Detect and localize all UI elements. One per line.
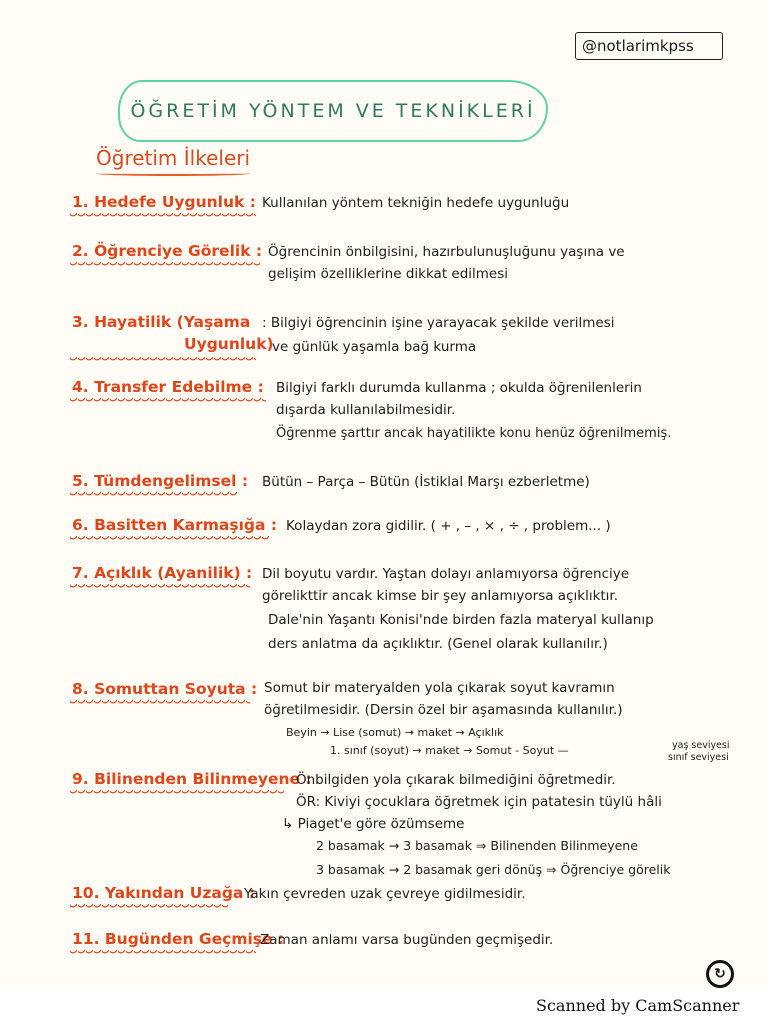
principle-8-label: 8. Somuttan Soyuta : [72, 680, 258, 698]
principle-7-line-2: görelikttir ancak kimse bir şey anlamıyorsa açıklıktır. [262, 588, 619, 604]
principle-6-label: 6. Basitten Karmaşığa : [72, 516, 278, 534]
principle-8-example-1: Beyin → Lise (somut) → maket → Açıklık [286, 726, 504, 739]
principle-11-line-1: Zaman anlamı varsa bugünden geçmişedir. [260, 932, 554, 948]
principle-9-line-3: ↳ Piaget'e göre özümseme [282, 816, 465, 832]
principle-1-line-1: Kullanılan yöntem tekniğin hedefe uygunluğu [262, 195, 570, 211]
principle-9-label: 9. Bilinenden Bilinmeyene : [72, 770, 312, 788]
label-underline [70, 790, 284, 796]
principle-4-label: 4. Transfer Edebilme : [72, 378, 264, 396]
label-underline [70, 492, 238, 498]
principle-9-line-1: Önbilgiden yola çıkarak bilmediğini öğretmedir. [296, 772, 616, 788]
principle-7-label: 7. Açıklık (Ayanilik) : [72, 564, 253, 582]
principle-10-line-1: Yakın çevreden uzak çevreye gidilmesidir. [244, 886, 526, 902]
label-underline [70, 213, 256, 219]
principle-10-label: 10. Yakından Uzağa : [72, 884, 255, 902]
principle-6-line-1: Kolaydan zora gidilir. ( + , – , × , ÷ , problem... ) [286, 518, 611, 534]
label-underline [70, 536, 270, 542]
label-underline [70, 904, 228, 910]
principle-4-line-2: dışarda kullanılabilmesidir. [276, 402, 456, 418]
principle-8-side-note-2: sınıf seviyesi [668, 752, 729, 763]
principle-9-step-2: 3 basamak → 2 basamak geri dönüş ⇒ Öğrenciye görelik [316, 862, 671, 877]
principle-8-line-1: Somut bir materyalden yola çıkarak soyut kavramın [264, 680, 615, 696]
principle-8-example-2: 1. sınıf (soyut) → maket → Somut - Soyut — [330, 744, 569, 757]
principle-4-line-1: Bilgiyi farklı durumda kullanma ; okulda öğrenilenlerin [276, 380, 642, 396]
author-handle: @notlarimkpss [575, 32, 723, 60]
principle-1-label: 1. Hedefe Uygunluk : [72, 193, 256, 211]
principle-2-line-2: gelişim özelliklerine dikkat edilmesi [268, 266, 509, 282]
principle-8-side-note-1: yaş seviyesi [672, 740, 730, 751]
principle-3-label-part-2: Uygunluk) [184, 335, 274, 353]
app-logo-icon: ↻ [706, 960, 734, 988]
principle-4-line-3: Öğrenme şarttır ancak hayatilikte konu henüz öğrenilmemiş. [276, 426, 672, 441]
principle-11-label: 11. Bugünden Geçmişe : [72, 930, 285, 948]
principle-7-line-3: Dale'nin Yaşantı Konisi'nde birden fazla materyal kullanıp [268, 612, 654, 628]
principle-3-label-part-1: 3. Hayatilik (Yaşama [72, 313, 251, 331]
scanner-watermark: Scanned by CamScanner [536, 996, 740, 1015]
principle-8-line-2: öğretilmesidir. (Dersin özel bir aşamasında kullanılır.) [264, 702, 623, 718]
label-underline [70, 262, 260, 268]
page-title: ÖĞRETİM YÖNTEM VE TEKNİKLERİ [118, 80, 548, 142]
label-underline [70, 950, 256, 956]
principle-7-line-1: Dil boyutu vardır. Yaştan dolayı anlamıyorsa öğrenciye [262, 566, 630, 582]
label-underline [70, 357, 256, 363]
principle-7-line-4: ders anlatma da açıklıktır. (Genel olarak kullanılır.) [268, 636, 608, 652]
principle-2-line-1: Öğrencinin önbilgisini, hazırbulunuşluğunu yaşına ve [268, 244, 625, 260]
principle-9-step-1: 2 basamak → 3 basamak ⇒ Bilinenden Bilinmeyene [316, 838, 638, 853]
principle-3-line-2: ve günlük yaşamla bağ kurma [272, 339, 477, 355]
principle-9-line-2: ÖR: Kiviyi çocuklara öğretmek için patatesin tüylü hâli [296, 794, 662, 810]
label-underline [70, 584, 250, 590]
principle-2-label: 2. Öğrenciye Görelik : [72, 242, 263, 260]
principle-5-label: 5. Tümdengelimsel : [72, 472, 249, 490]
principle-3-line-1: : Bilgiyi öğrencinin işine yarayacak şekilde verilmesi [262, 315, 615, 331]
principle-5-line-1: Bütün – Parça – Bütün (İstiklal Marşı ezberletme) [262, 474, 590, 490]
section-heading: Öğretim İlkeleri [96, 146, 251, 170]
label-underline [70, 700, 250, 706]
label-underline [70, 398, 266, 404]
